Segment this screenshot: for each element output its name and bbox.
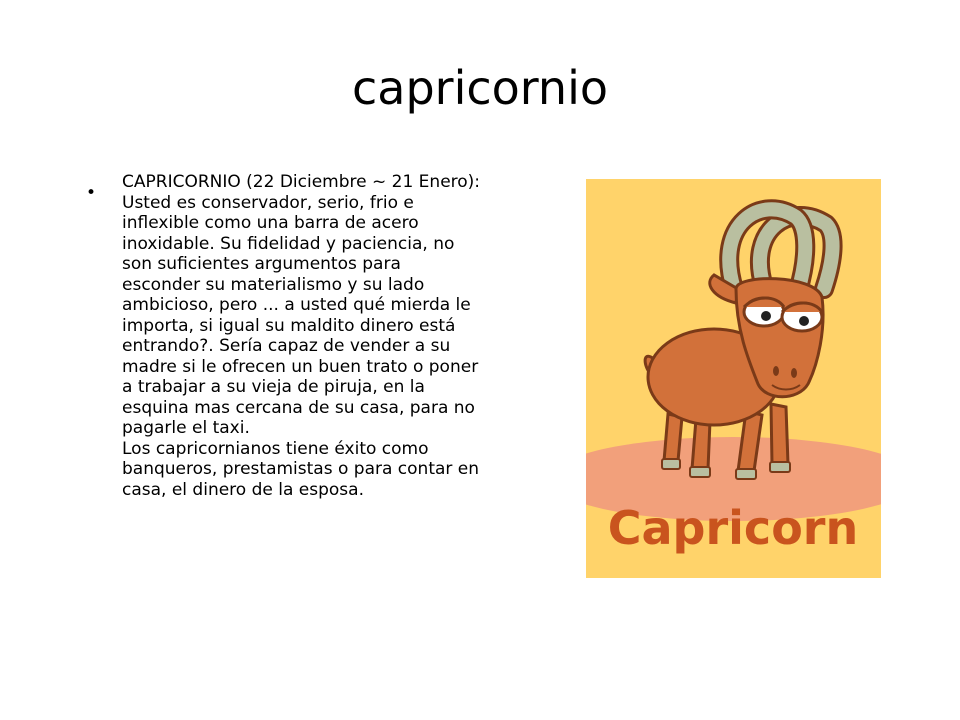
image-caption: Capricorn [607,501,859,555]
capricorn-image [586,179,881,578]
capricorn-illustration [586,179,881,578]
paragraph-heading: CAPRICORNIO (22 Diciembre ~ 21 Enero): [122,172,481,192]
slide-title: capricornio [352,61,608,115]
paragraph-professions: Los capricornianos tiene éxito como banqueros, prestamistas o para contar en casa, el dinero de la esposa. [122,438,480,500]
bullet-text [122,172,482,500]
paragraph-description: Usted es conservador, serio, frio e inflexible como una barra de acero inoxidable. Su fidelidad y paciencia, no son suficientes argumentos para esconder su materialismo y su lado ambicioso, pero ... a usted qué mierda le importa, si igual su maldito dinero está entrando?. Sería capaz de vender a su madre si le ofrecen un buen trato o poner a trabajar a su vieja de piruja, en la esquina mas cercana de su casa, para no pagarle el taxi. [122,192,479,438]
bullet-marker: • [86,183,97,203]
